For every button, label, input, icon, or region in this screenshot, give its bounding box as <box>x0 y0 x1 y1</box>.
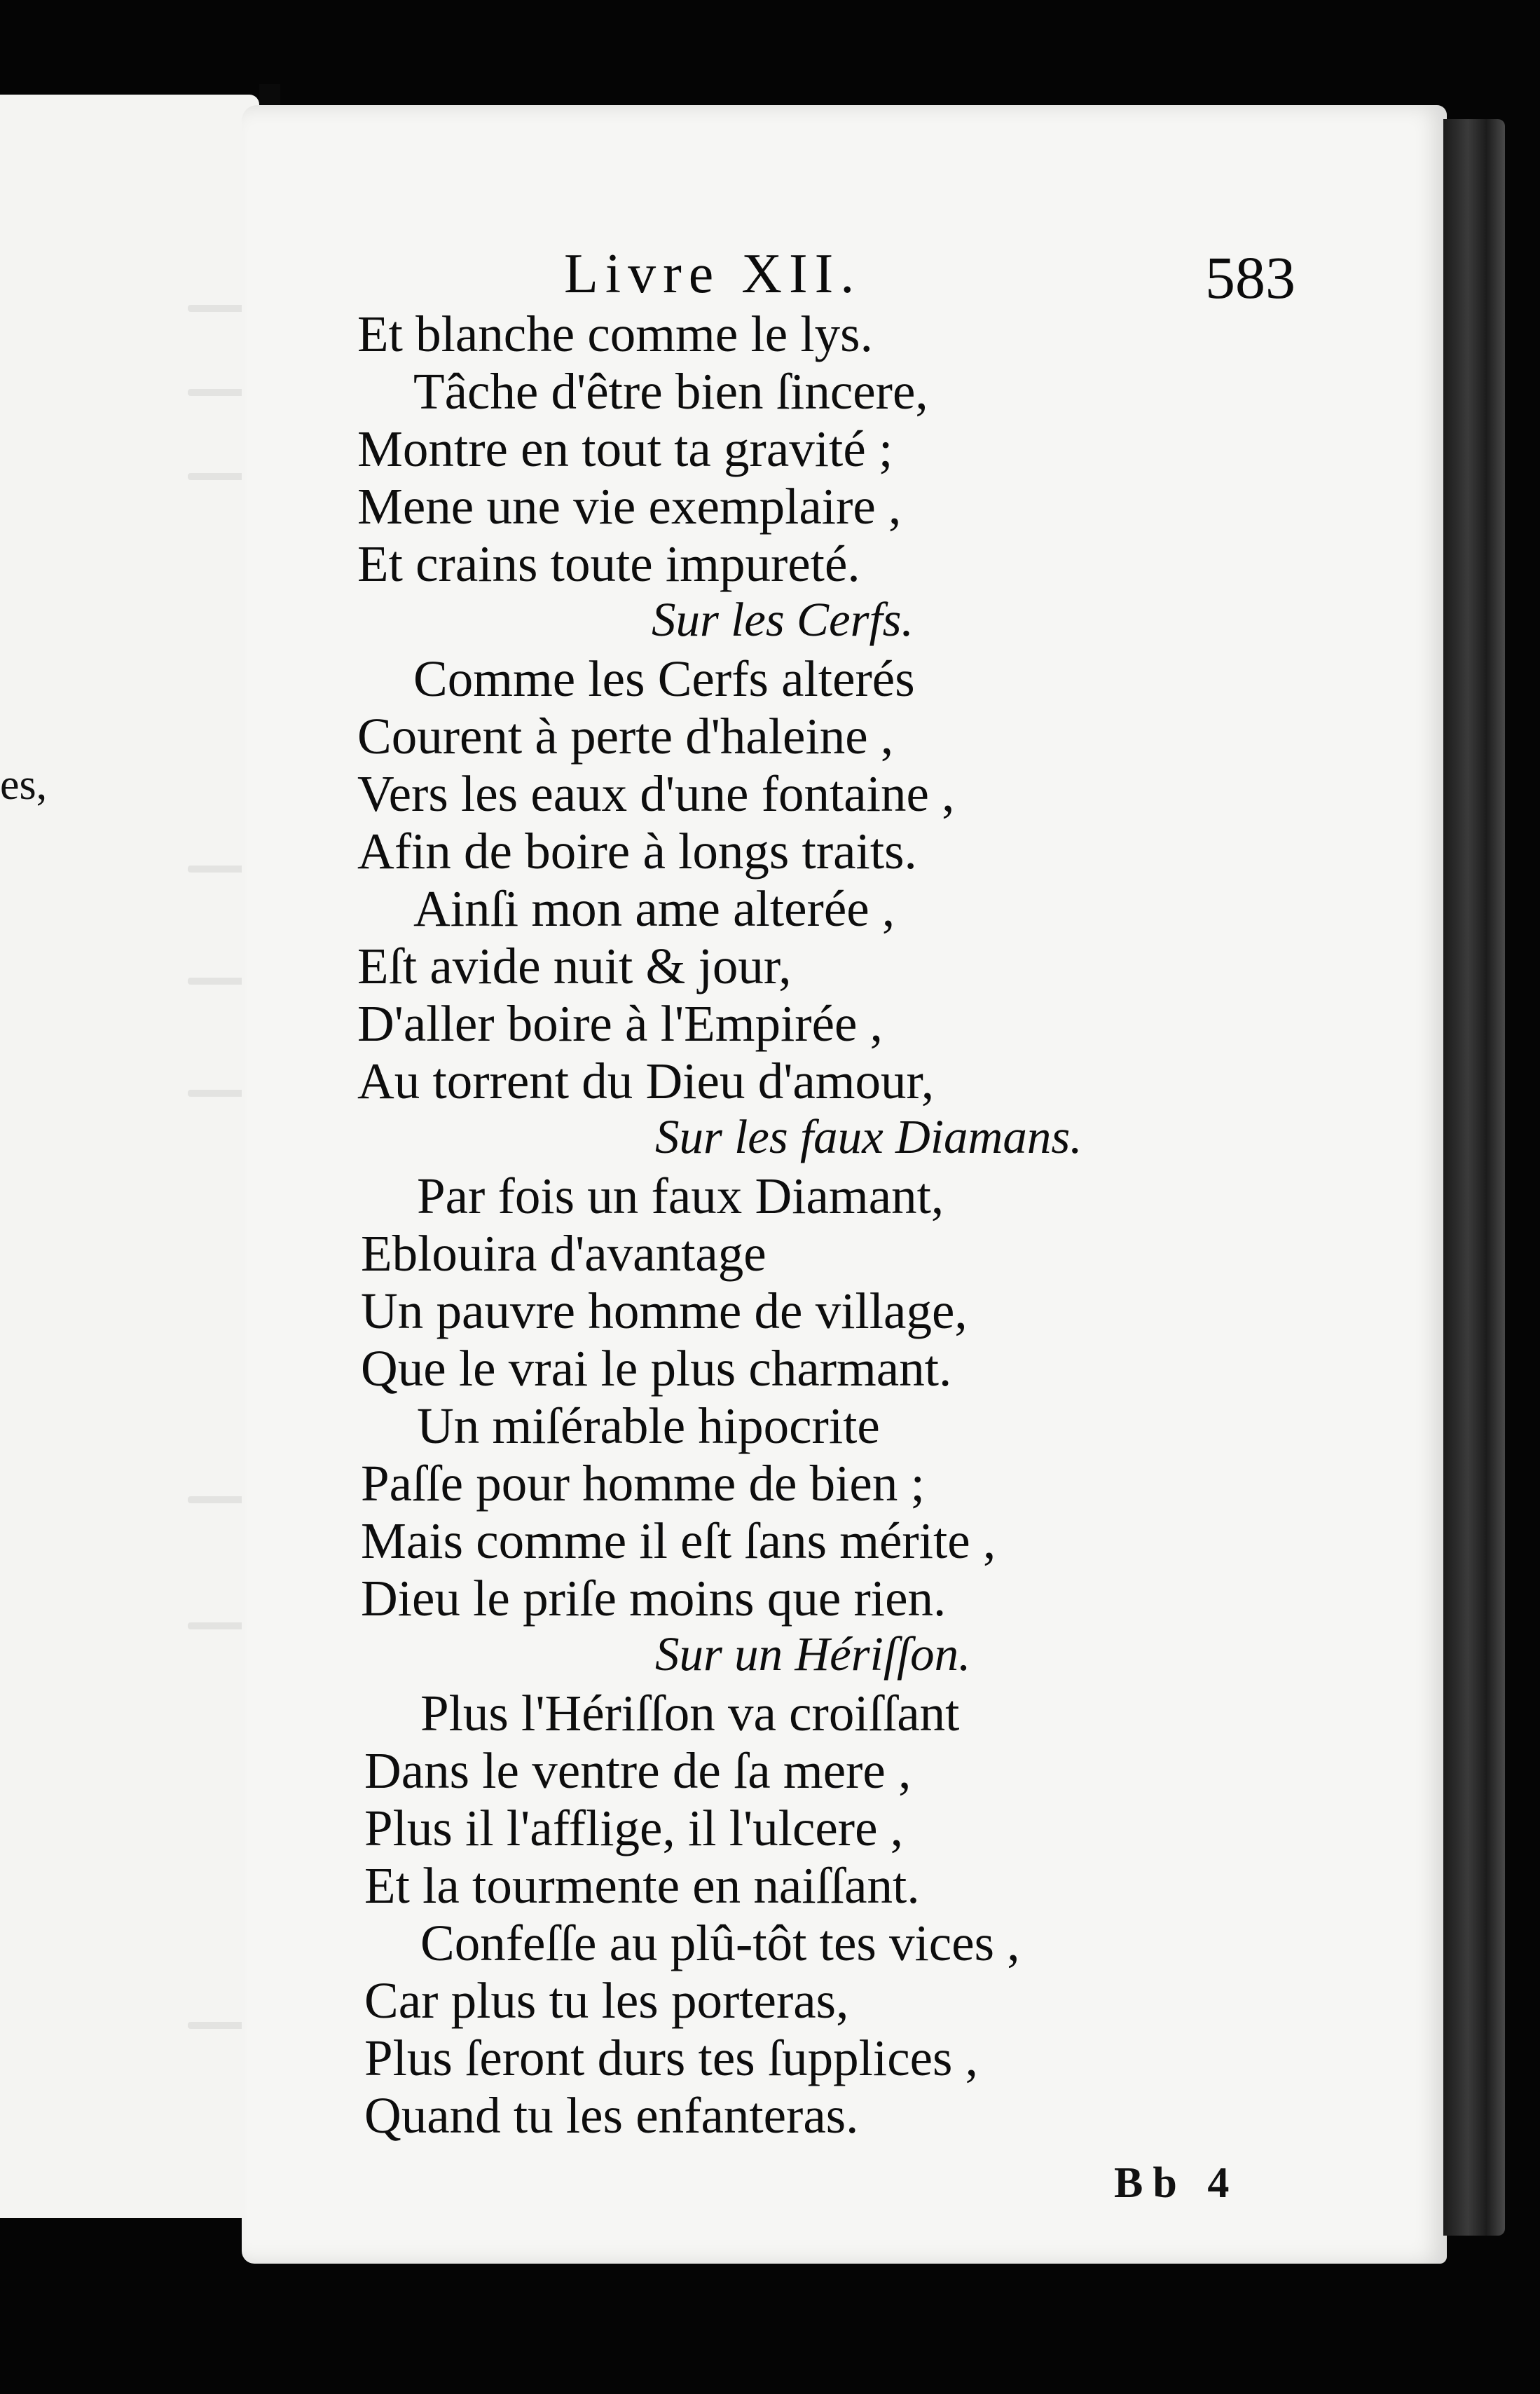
verse-line: Dieu le priſe moins que rien. <box>361 1570 947 1627</box>
section-heading: Sur les faux Diamans. <box>655 1110 1082 1163</box>
page-number: 583 <box>1205 244 1295 311</box>
section-heading: Sur un Hériſſon. <box>655 1627 971 1681</box>
verse-line: Paſſe pour homme de bien ; <box>361 1455 925 1512</box>
verse-line: Montre en tout ta gravité ; <box>357 420 893 477</box>
verse-line: Eſt avide nuit & jour, <box>357 938 792 994</box>
signature-mark: Bb 4 <box>1114 2159 1239 2207</box>
verse-line: Vers les eaux d'une fontaine , <box>357 765 955 822</box>
verse-line: Car plus tu les porteras, <box>364 1972 849 2029</box>
verse-line: Au torrent du Dieu d'amour, <box>357 1053 935 1109</box>
verse-line: Et blanche comme le lys. <box>357 306 873 362</box>
left-page-text-fragment: es, <box>0 761 48 809</box>
verse-line: Un pauvre homme de village, <box>361 1282 968 1339</box>
verse-line: Tâche d'être bien ſincere, <box>413 363 928 420</box>
verse-line: Par fois un faux Diamant, <box>417 1168 944 1224</box>
verse-line: Plus l'Hériſſon va croiſſant <box>420 1685 960 1742</box>
left-page <box>0 95 259 2218</box>
section-heading: Sur les Cerfs. <box>652 593 914 646</box>
verse-line: Confeſſe au plû-tôt tes vices , <box>420 1915 1020 1971</box>
verse-line: D'aller boire à l'Empirée , <box>357 995 883 1052</box>
page-edges <box>1443 119 1505 2236</box>
verse-line: Mais comme il eſt ſans mérite , <box>361 1512 996 1569</box>
verse-line: Un miſérable hipocrite <box>417 1397 880 1454</box>
running-head: Livre XII. <box>564 243 862 305</box>
verse-line: Et la tourmente en naiſſant. <box>364 1857 920 1914</box>
verse-line: Courent à perte d'haleine , <box>357 708 894 765</box>
verse-line: Ainſi mon ame alterée , <box>413 880 895 937</box>
verse-line: Et crains toute impureté. <box>357 535 860 592</box>
verse-line: Mene une vie exemplaire , <box>357 478 902 535</box>
verse-line: Afin de boire à longs traits. <box>357 823 917 880</box>
verse-line: Quand tu les enfanteras. <box>364 2087 859 2144</box>
verse-line: Eblouira d'avantage <box>361 1225 766 1282</box>
verse-line: Dans le ventre de ſa mere , <box>364 1742 912 1799</box>
verse-line: Plus il l'afflige, il l'ulcere , <box>364 1800 903 1856</box>
verse-line: Comme les Cerfs alterés <box>413 650 915 707</box>
verse-line: Plus ſeront durs tes ſupplices , <box>364 2030 978 2086</box>
verse-line: Que le vrai le plus charmant. <box>361 1340 952 1397</box>
